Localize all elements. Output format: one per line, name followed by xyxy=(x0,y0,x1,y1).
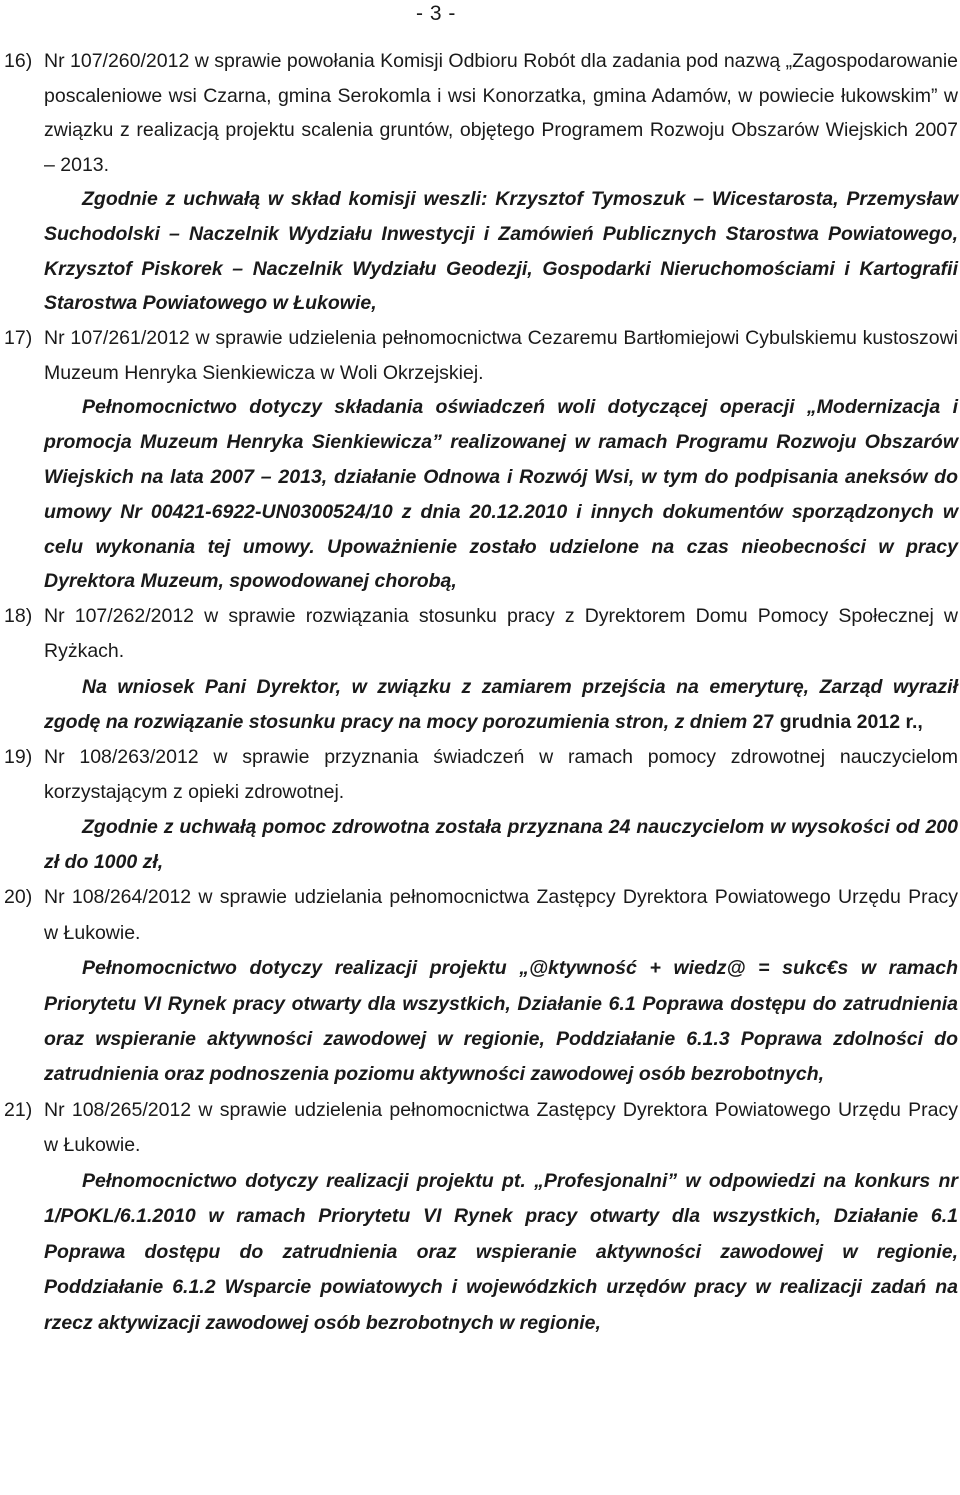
item-note: Zgodnie z uchwałą w skład komisji weszli: Krzysztof Tymoszuk – Wicestarosta, Przemysław Suchodolski – Naczelnik Wydziału Inwestycji i Zamówień Publicznych Starostwa Powiatowego, Krzysztof Piskorek – Naczelnik Wydziału Geodezji, Gospodarki Nieruchomościami i Kartografii Starostwa Powiatowego w Łukowie, xyxy=(44,188,958,315)
item-note-text: Na wniosek Pani Dyrektor, w związku z zamiarem przejścia na emeryturę, Zarząd wyraził zgodę na rozwiązanie stosunku pracy na mocy porozumienia stron, z dniem xyxy=(44,675,958,733)
item-number: 19) xyxy=(4,745,33,768)
item-text: Nr 108/263/2012 w sprawie przyznania świadczeń w ramach pomocy zdrowotnej nauczycielom korzystającym z opieki zdrowotnej. xyxy=(44,745,958,804)
list-item-16 xyxy=(0,44,958,182)
item-note-date: 27 grudnia 2012 r., xyxy=(752,710,923,733)
item-note: Zgodnie z uchwałą pomoc zdrowotna została przyznana 24 nauczycielom w wysokości od 200 zł do 1000 zł, xyxy=(44,816,958,874)
item-text: Nr 107/262/2012 w sprawie rozwiązania stosunku pracy z Dyrektorem Domu Pomocy Społecznej w Ryżkach. xyxy=(44,605,958,663)
item-number: 20) xyxy=(4,886,33,909)
page-number: - 3 - xyxy=(416,2,456,25)
item-note xyxy=(44,670,958,740)
item-note: Pełnomocnictwo dotyczy realizacji projektu „@ktywność + wiedz@ = sukc€s w ramach Priorytetu VI Rynek pracy otwarty dla wszystkich, Działanie 6.1 Poprawa dostępu do zatrudnienia oraz wspieranie aktywności zawodowej w regionie, Poddziałanie 6.1.3 Poprawa zdolności do zatrudnienia oraz podnoszenia poziomu aktywności zawodowej osób bezrobotnych, xyxy=(44,957,958,1086)
item-text: Nr 107/260/2012 w sprawie powołania Komisji Odbioru Robót dla zadania pod nazwą „Zagospodarowanie poscaleniowe wsi Czarna, gmina Serokomla i wsi Konorzatka, gmina Adamów, w powiecie łukowskim” w związku z realizacją projektu scalenia gruntów, objętego Programem Rozwoju Obszarów Wiejskich 2007 – 2013. xyxy=(44,50,958,176)
list-item-19 xyxy=(0,740,958,810)
item-note: Pełnomocnictwo dotyczy realizacji projektu pt. „Profesjonalni” w odpowiedzi na konkurs nr 1/POKL/6.1.2010 w ramach Priorytetu VI Rynek pracy otwarty dla wszystkich, Działanie 6.1 Poprawa dostępu do zatrudnienia oraz wspieranie aktywności zawodowej w regionie, Poddziałanie 6.1.2 Wsparcie powiatowych i wojewódzkich urzędów pracy w realizacji zadań na rzecz aktywizacji zawodowej osób bezrobotnych w regionie, xyxy=(44,1169,958,1334)
item-number: 21) xyxy=(4,1098,33,1121)
list-item-20 xyxy=(0,880,958,951)
document-body xyxy=(0,44,958,1341)
item-number: 18) xyxy=(4,605,33,628)
item-number: 16) xyxy=(4,50,33,72)
item-text: Nr 108/264/2012 w sprawie udzielania pełnomocnictwa Zastępcy Dyrektora Powiatowego Urzędu Pracy w Łukowie. xyxy=(44,886,958,944)
item-number: 17) xyxy=(4,326,33,349)
item-text: Nr 107/261/2012 w sprawie udzielenia pełnomocnictwa Cezaremu Bartłomiejowi Cybulskiemu kustoszowi Muzeum Henryka Sienkiewicza w Woli Okrzejskiej. xyxy=(44,326,958,384)
item-text: Nr 108/265/2012 w sprawie udzielenia pełnomocnictwa Zastępcy Dyrektora Powiatowego Urzędu Pracy w Łukowie. xyxy=(44,1098,958,1157)
list-item-17 xyxy=(0,321,958,391)
list-item-21 xyxy=(0,1093,958,1164)
list-item-18 xyxy=(0,599,958,669)
item-note: Pełnomocnictwo dotyczy składania oświadczeń woli dotyczącej operacji „Modernizacja i promocja Muzeum Henryka Sienkiewicza” realizowanej w ramach Programu Rozwoju Obszarów Wiejskich na lata 2007 – 2013, działanie Odnowa i Rozwój Wsi, w tym do podpisania aneksów do umowy Nr 00421-6922-UN0300524/10 z dnia 20.12.2010 i innych dokumentów sporządzonych w celu wykonania tej umowy. Upoważnienie zostało udzielone na czas nieobecności w pracy Dyrektora Muzeum, spowodowanej chorobą, xyxy=(44,396,958,593)
